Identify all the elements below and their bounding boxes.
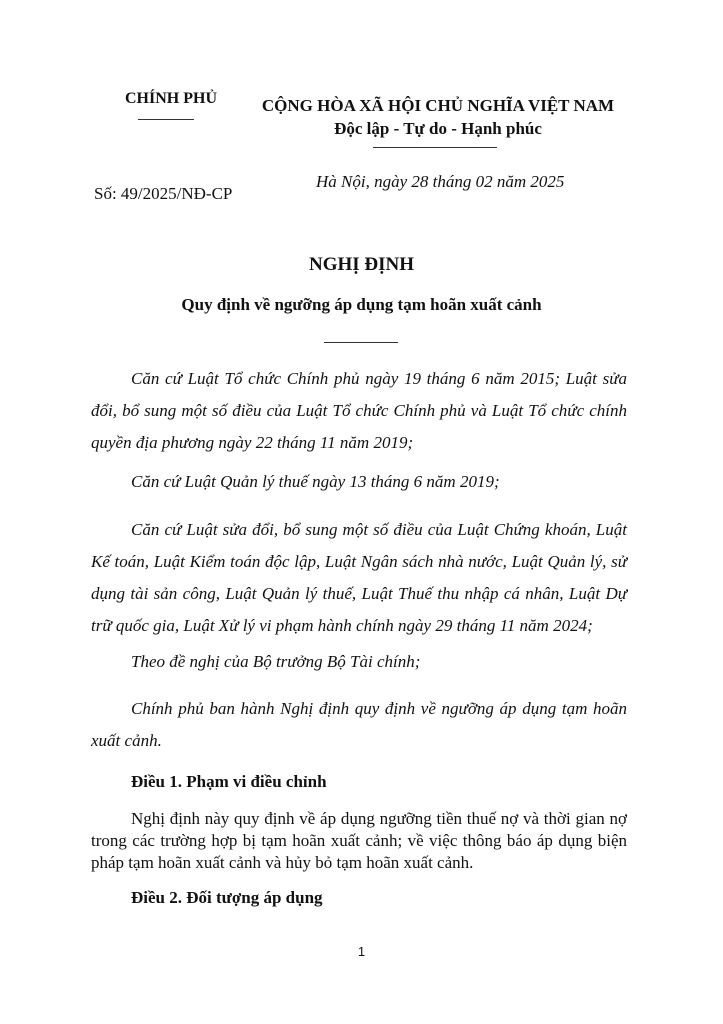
place-date: Hà Nội, ngày 28 tháng 02 năm 2025 (316, 172, 565, 191)
issuer-underline (138, 119, 194, 120)
document-subject: Quy định về ngưỡng áp dụng tạm hoãn xuất cảnh (181, 295, 542, 314)
nation-title: CỘNG HÒA XÃ HỘI CHỦ NGHĨA VIỆT NAM (261, 96, 615, 115)
document-type-title: NGHỊ ĐỊNH (308, 254, 415, 275)
article-heading: Điều 1. Phạm vi điều chỉnh (131, 772, 327, 791)
article-body: Nghị định này quy định về áp dụng ngưỡng tiền thuế nợ và thời gian nợ trong các trường hợp bị tạm hoãn xuất cảnh; về việc thông báo áp dụng biện pháp tạm hoãn xuất cảnh và hủy bỏ tạm hoãn xuất cảnh. (91, 809, 627, 872)
issuer-name: CHÍNH PHỦ (125, 90, 217, 107)
preamble-paragraph: Chính phủ ban hành Nghị định quy định về ngưỡng áp dụng tạm hoãn xuất cảnh. (91, 699, 627, 750)
article-heading: Điều 2. Đối tượng áp dụng (131, 888, 323, 907)
preamble-paragraph: Theo đề nghị của Bộ trưởng Bộ Tài chính; (131, 652, 421, 671)
preamble-paragraph: Căn cứ Luật sửa đổi, bổ sung một số điều của Luật Chứng khoán, Luật Kế toán, Luật Kiểm toán độc lập, Luật Ngân sách nhà nước, Luật Quản lý, sử dụng tài sản công, Luật Quản lý thuế, Luật Thuế thu nhập cá nhân, Luật Dự trữ quốc gia, Luật Xử lý vi phạm hành chính ngày 29 tháng 11 năm 2024; (91, 520, 627, 635)
document-number: Số: 49/2025/NĐ-CP (94, 184, 233, 203)
title-underline (324, 342, 398, 343)
preamble-paragraph: Căn cứ Luật Tổ chức Chính phủ ngày 19 tháng 6 năm 2015; Luật sửa đổi, bổ sung một số điều của Luật Tổ chức Chính phủ và Luật Tổ chức chính quyền địa phương ngày 22 tháng 11 năm 2019; (91, 369, 627, 452)
national-motto: Độc lập - Tự do - Hạnh phúc (334, 119, 542, 138)
page-number: 1 (357, 944, 366, 959)
motto-underline (373, 147, 497, 148)
preamble-paragraph: Căn cứ Luật Quản lý thuế ngày 13 tháng 6 năm 2019; (131, 472, 500, 491)
